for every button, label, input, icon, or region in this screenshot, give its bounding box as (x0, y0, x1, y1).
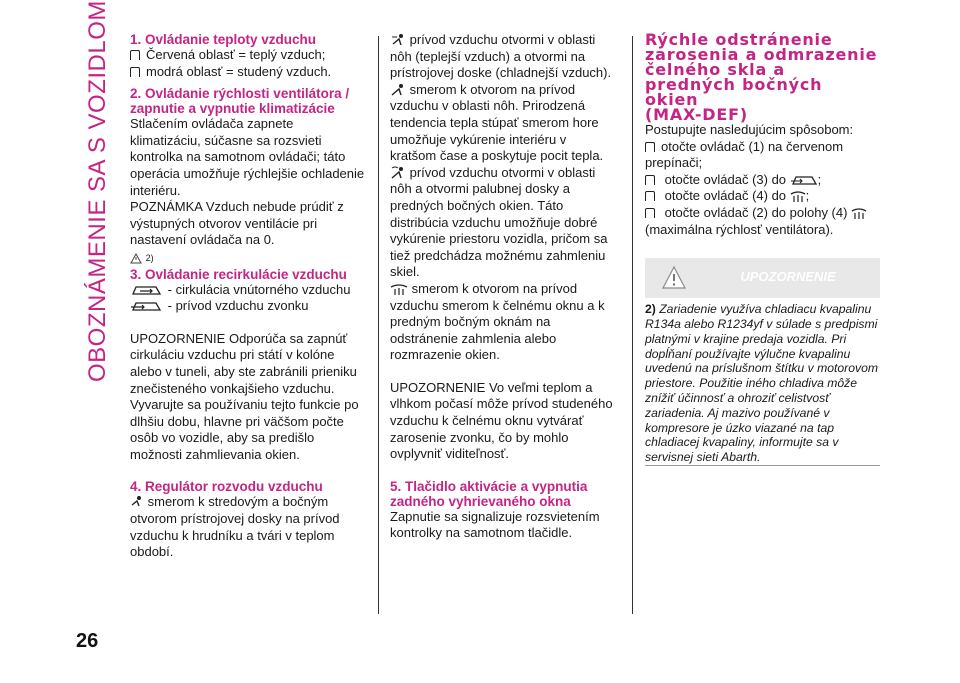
paragraph-foot (390, 82, 615, 165)
maxdef-step-4-note: (maximálna rýchlosť ventilátora). (645, 221, 834, 237)
defrost-text: smerom k otvorom na prívod vzduchu smerom k čelnému oknu a k predným bočným oknám na odstránenie zahmlenia alebo rozmrazenie okien. (390, 280, 605, 363)
step-2-text: otočte ovládač (3) do (664, 171, 787, 187)
paragraph-ac: Stlačením ovládača zapnete klimatizáciu, súčasne sa rozsvieti kontrolka na samotnom ovládači; táto operácia umožňuje rýchlejšie ochladenie interiéru. (130, 116, 365, 198)
step-2-end: ; (817, 171, 822, 187)
warning-triangle-icon (661, 265, 687, 291)
outside-air-icon (130, 299, 164, 313)
heading-temperature: 1. Ovládanie teploty vzduchu (130, 32, 317, 47)
warning-body (645, 298, 880, 465)
maxdef-step-3 (645, 188, 880, 205)
warning-number: 2) (645, 302, 656, 317)
heading-rear-window-a: 5. Tlačidlo aktivácie a vypnutia (390, 478, 588, 494)
warning-box (645, 258, 880, 466)
heading-rear-window-b: zadného vyhrievaného okna (390, 493, 571, 509)
fan-max-icon (851, 207, 867, 220)
reference-number: 2) (145, 252, 154, 263)
recirc-outer-label: - prívod vzduchu zvonku (167, 298, 309, 314)
bilevel-vent-icon (390, 33, 406, 47)
page-number: 26 (76, 630, 99, 652)
heading-fan-a: 2. Ovládanie rýchlosti ventilátora / (130, 86, 350, 102)
heading-fan-b: zapnutie a vypnutie klimatizácie (130, 101, 335, 117)
column-left (130, 32, 365, 561)
maxdef-step-1: otočte ovládač (1) na červenom prepínači; (645, 139, 880, 172)
bullet-red: Červená oblasť = teplý vzduch; (130, 47, 365, 64)
maxdef-step-2 (645, 172, 880, 189)
column-divider (378, 36, 379, 614)
heading-recirculation: 3. Ovládanie recirkulácie vzduchu (130, 266, 347, 282)
recirc-inner-label: - cirkulácia vnútorného vzduchu (167, 281, 351, 297)
maxdef-title-line5: (MAX-DEF) (645, 105, 748, 124)
face-vent-text: smerom k stredovým a bočným otvorom prístrojovej dosky na prívod vzduchu k hrudníku a tvári v teplom období. (130, 494, 340, 560)
paragraph-recirc-warning: UPOZORNENIE Odporúča sa zapnúť cirkuláciu vzduchu pri státí v kolóne alebo v tuneli, aby ste zabránili prieniku znečisteného vonkajšieho vzduchu. Vyvarujte sa používaniu tejto funkcie po dlhšiu dobu, hlavne pri väčšom počte osôb vo vozidle, aby sa predišlo možnosti zahmlievania okien. (130, 330, 359, 462)
warning-text: Zariadenie využíva chladiacu kvapalinu R134a alebo R1234yf v súlade s predpismi platnými v krajine predaja vozidla. Pri dopĺňaní používajte výlučne kvapalinu uvedenú na príslušnom štítku v motorovom priestore. Použitie iného chladiva môže znížiť účinnosť a ohroziť celistvosť zariadenia. Aj mazivo používané v kompresore je úzko viazané na tap chladiacej kvapaliny, informujte sa v servisnej sieti Abarth. (645, 302, 879, 465)
step-4-text: otočte ovládač (2) do polohy (4) (664, 204, 848, 220)
windshield-defrost-icon (790, 190, 806, 203)
maxdef-title-line1: Rýchle odstránenie (645, 30, 833, 49)
section-side-title: OBOZNÁMENIE SA S VOZIDLOM (84, 0, 111, 382)
face-vent-icon (130, 495, 144, 509)
column-right (645, 32, 880, 466)
heading-distribution: 4. Regulátor rozvodu vzduchu (130, 479, 323, 495)
paragraph-defrost (390, 281, 615, 364)
foot-defrost-icon (390, 166, 406, 180)
paragraph-foot-defrost (390, 165, 615, 281)
maxdef-step-4 (645, 205, 880, 222)
windshield-defrost-icon (390, 282, 408, 296)
recirculation-icon (130, 283, 164, 297)
paragraph-humid-warning: UPOZORNENIE Vo veľmi teplom a vlhkom počasí môže prívod studeného vzduchu k čelnému oknu vytvárať zarosenie zvonku, čo by mohlo ovplyvniť viditeľnosť. (390, 379, 613, 462)
paragraph-note: POZNÁMKA Vzduch nebude prúdiť z výstupných otvorov ventilácie pri nastavení ovládača na 0. (130, 199, 344, 248)
warning-triangle-icon (130, 253, 142, 264)
column-divider (632, 36, 633, 614)
foot-text: smerom k otvorom na prívod vzduchu v oblasti nôh. Prirodzená tendencia tepla stúpať smerom hore umožňuje vykúrenie interiéru v kratšom čase a poskytuje pocit tepla. (390, 81, 604, 164)
foot-defrost-text: prívod vzduchu otvormi v oblasti nôh a otvormi palubnej dosky a predných bočných okien. Táto distribúcia vzduchu umožňuje dobré vykúrenie priestoru vozidla, pričom sa tiež predchádza možnému zahmleniu skiel. (390, 164, 608, 280)
step-3-text: otočte ovládač (4) do (664, 188, 787, 204)
maxdef-title-line4: predných bočných okien (645, 75, 823, 109)
column-middle (390, 32, 615, 542)
maxdef-intro: Postupujte nasledujúcim spôsobom: (645, 122, 854, 137)
bilevel-text: prívod vzduchu otvormi v oblasti nôh (teplejší vzduch) a otvormi na prístrojovej doske (chladnejší vzduch). (390, 32, 612, 81)
warning-title: UPOZORNENIE (740, 269, 836, 285)
foot-vent-icon (390, 83, 406, 97)
paragraph-face-vent (130, 494, 365, 560)
outside-air-icon (790, 174, 818, 187)
bullet-blue: modrá oblasť = studený vzduch. (130, 64, 365, 81)
step-3-end: ; (805, 188, 810, 204)
paragraph-bilevel (390, 32, 615, 82)
warning-header (645, 258, 880, 298)
recirc-outer (130, 298, 365, 315)
maxdef-title-line3: čelného skla a (645, 60, 786, 79)
recirc-inner (130, 282, 365, 299)
maxdef-title-line2: zarosenia a odmrazenie (645, 45, 878, 64)
reference-note (130, 249, 365, 267)
paragraph-rear-window: Zapnutie sa signalizuje rozsvietením kontrolky na samotnom tlačidle. (390, 508, 600, 541)
